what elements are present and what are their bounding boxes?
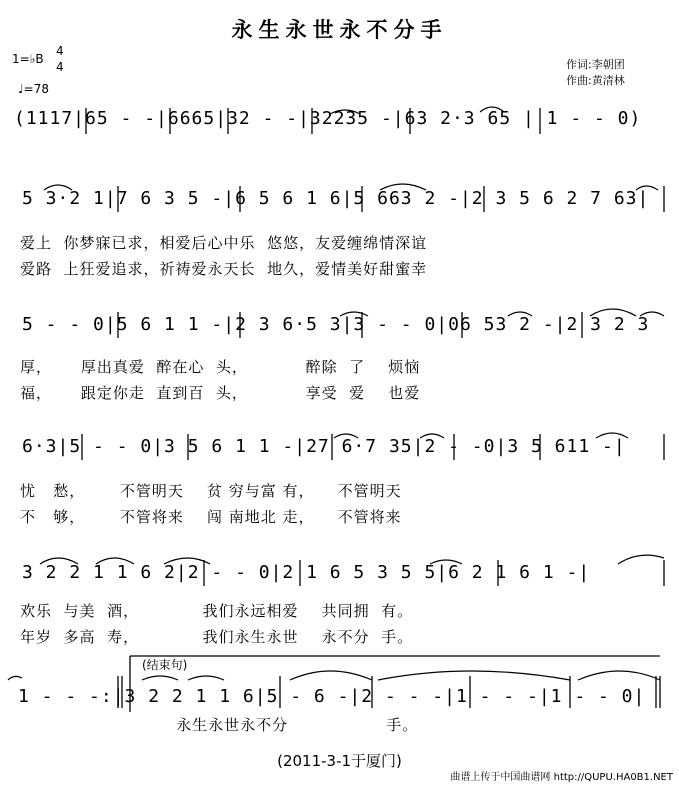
notation-line-0: (1117|65 - -|6665|32 - -|32235 -|63 2·3 65 | 1 - - 0) [14,108,642,129]
lyrics-line-1-verse-2: 爱路 上狂爱追求，祈祷爱永天长 地久，爱情美好甜蜜幸 [20,260,428,278]
notation-line-4: 3 2 2 1 1 6 2|2 - - 0|2 1 6 5 3 5 5|6 2 1 6 1 -| [22,562,591,583]
time-signature-bottom: 4 [56,60,64,74]
lyrics-line-3-verse-2: 不 够， 不管将来 闯 南地北 走， 不管将来 [20,508,402,526]
lyrics-line-4-verse-1: 欢乐 与美 酒， 我们永远相爱 共同拥 有。 [20,602,414,620]
time-signature-top: 4 [56,44,64,58]
source-watermark: 曲谱上传于中国曲谱网 http://QUPU.HA0B1.NET [450,772,673,783]
notation-line-1: 5 3·2 1|7 6 3 5 -|6 5 6 1 6|5 663 2 -|2 3 5 6 2 7 63| [22,188,650,209]
composition-date: (2011-3-1于厦门) [277,752,402,770]
tempo-marking: ♩=78 [18,82,49,96]
lyrics-line-1-verse-1: 爱上 你梦寐已求，相爱后心中乐 悠悠，友爱缠绵情深谊 [20,234,428,252]
lyrics-line-5: 永生永世永不分 手。 [130,716,419,734]
composer-credit: 作曲:黄清林 [566,74,625,87]
song-title: 永生永世永不分手 [231,18,448,42]
notation-line-3: 6·3|5 - - 0|3 5 6 1 1 -|27 6·7 35|2 - -0|3 5 611 -| [22,436,626,457]
lyrics-line-4-verse-2: 年岁 多高 寿， 我们永生永世 永不分 手。 [20,628,414,646]
notation-line-5: 1 - - -:|3 2 2 1 1 6|5 - 6 -|2 - - -|1 - - -|1 - - 0| [18,686,646,707]
lyrics-line-2-verse-2: 福， 跟定你走 直到百 头， 享受 爱 也爱 [20,384,421,402]
lyrics-line-2-verse-1: 厚， 厚出真爱 醉在心 头， 醉除 了 烦恼 [20,358,421,376]
staff-lines-5 [0,650,679,720]
lyrics-line-3-verse-1: 忧 愁， 不管明天 贫 穷与富 有， 不管明天 [20,482,402,500]
key-signature: 1=♭B [12,52,44,66]
lyricist-credit: 作词:李朝团 [566,58,625,71]
ending-phrase-label: (结束句) [142,658,188,672]
notation-line-2: 5 - - 0|5 6 1 1 -|2 3 6·5 3|3 - - 0|06 53 2 -|2 3 2 3 [22,314,650,335]
